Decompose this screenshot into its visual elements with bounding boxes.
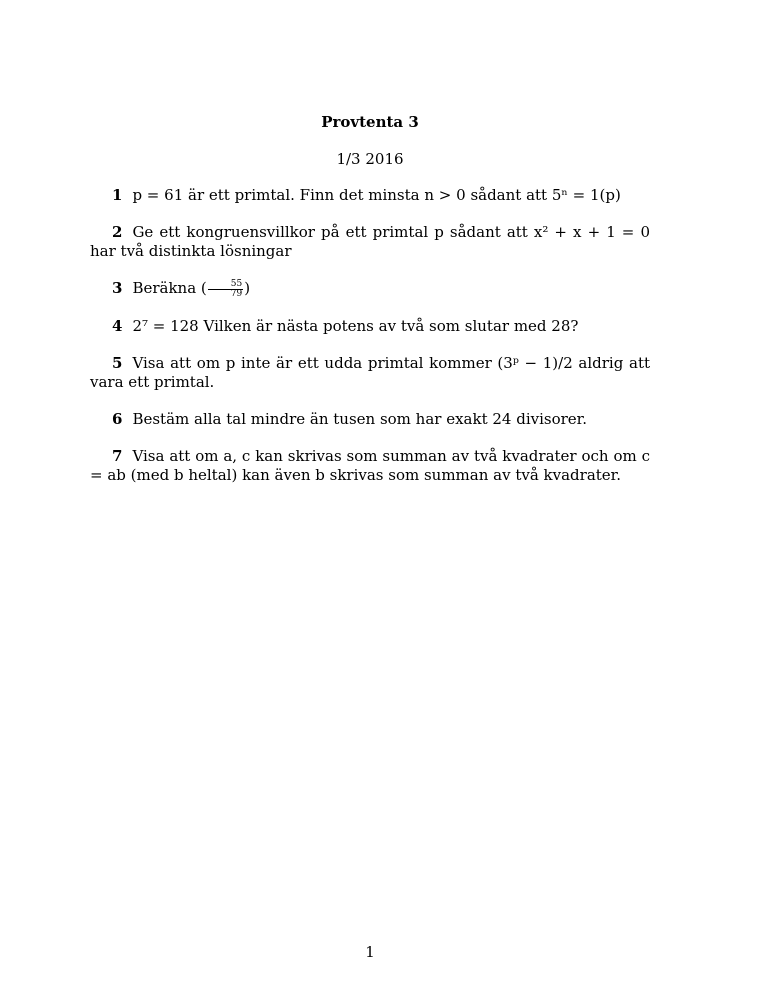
problem-text: p = 61 är ett primtal. Finn det minsta n > 0 sådant att 5ⁿ = 1(p) bbox=[132, 186, 621, 204]
problem-number: 4 bbox=[112, 316, 123, 335]
problem-number: 7 bbox=[112, 446, 123, 465]
problem-number: 5 bbox=[112, 353, 123, 372]
problem-text: Bestäm alla tal mindre än tusen som har exakt 24 divisorer. bbox=[132, 409, 587, 428]
problem-number: 6 bbox=[112, 409, 123, 428]
problem-2 bbox=[90, 223, 650, 261]
problem-number: 1 bbox=[112, 186, 123, 204]
problem-text: Beräkna bbox=[132, 279, 197, 297]
problem-text: Visa att om p inte är ett udda primtal kommer (3ᵖ − 1)/2 aldrig att vara ett primtal. bbox=[90, 353, 650, 391]
problem-number: 2 bbox=[112, 223, 123, 241]
problem-list bbox=[90, 186, 650, 503]
problem-1 bbox=[90, 186, 650, 205]
fraction-numerator: 55 bbox=[208, 280, 243, 290]
fraction-denominator: 79 bbox=[230, 288, 243, 299]
problem-7 bbox=[90, 447, 650, 485]
problem-text: Ge ett kongruensvillkor på ett primtal p sådant att x² + x + 1 = 0 har två distinkta lösningar bbox=[90, 223, 650, 260]
exam-date: 1/3 2016 bbox=[336, 150, 404, 168]
problem-number: 3 bbox=[112, 279, 123, 297]
problem-4 bbox=[90, 317, 650, 336]
exam-title: Provtenta 3 bbox=[321, 113, 419, 131]
fraction bbox=[208, 280, 243, 299]
problem-text: Visa att om a, c kan skrivas som summan av två kvadrater och om c = ab (med b heltal) kan även b skrivas som summan av två kvadrater. bbox=[90, 446, 650, 484]
problem-text: 2⁷ = 128 Vilken är nästa potens av två som slutar med 28? bbox=[132, 316, 579, 335]
problem-3: 3 Beräkna ( $\frac{55}{79}$ ) bbox=[112, 278, 251, 299]
problem-5 bbox=[90, 354, 650, 392]
problem-6 bbox=[90, 410, 650, 429]
page-number: 1 bbox=[365, 943, 375, 961]
